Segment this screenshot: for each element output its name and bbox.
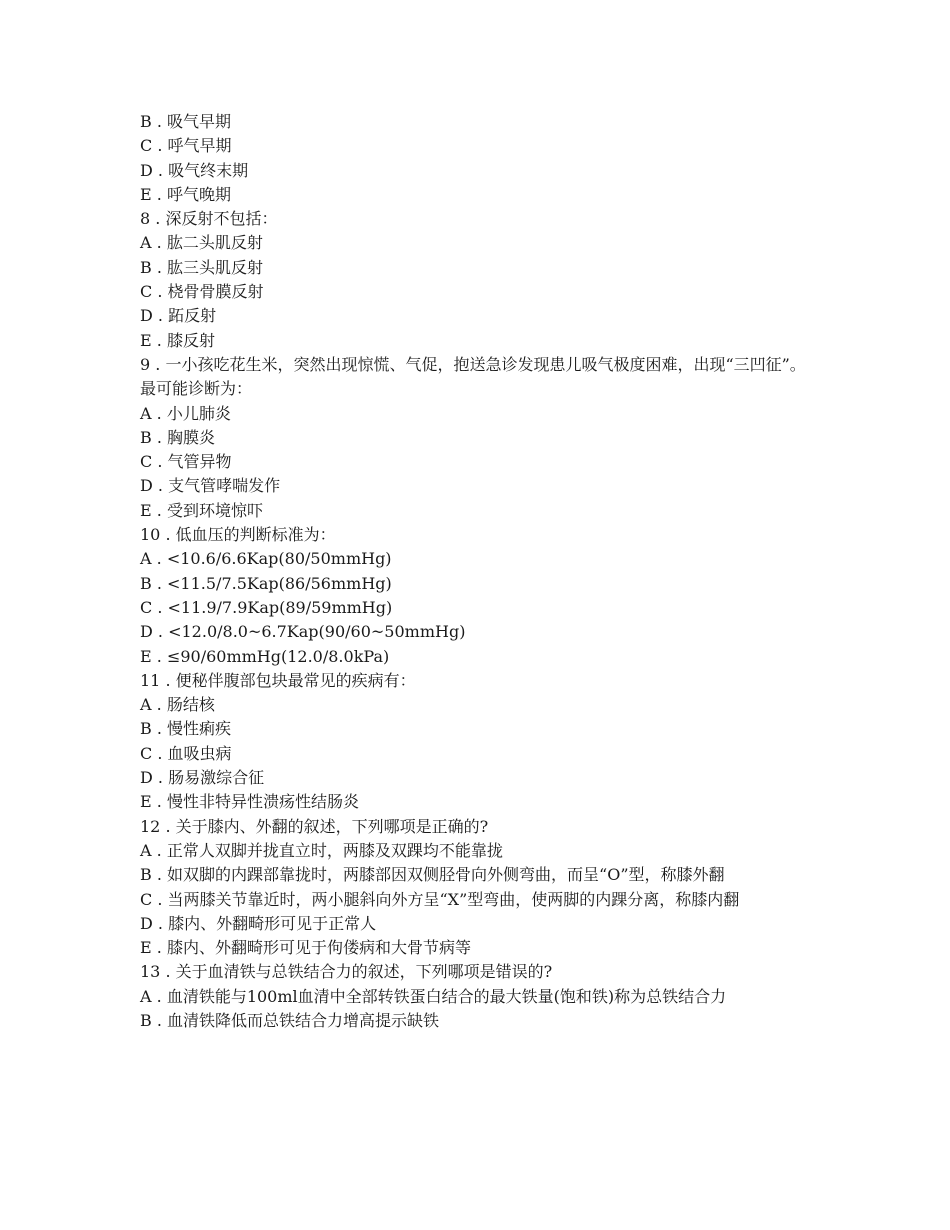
option-line: A . 小儿肺炎 xyxy=(140,403,231,423)
option-line: E . 慢性非特异性溃疡性结肠炎 xyxy=(140,792,359,812)
question-line: 9 . 一小孩吃花生米，突然出现惊慌、气促，抱送急诊发现患儿吸气极度困难，出现“三凹征”。最可能诊断为： xyxy=(140,354,806,399)
option-line: B . 血清铁降低而总铁结合力增高提示缺铁 xyxy=(140,1010,440,1030)
option-line: B . 肱三头肌反射 xyxy=(140,257,264,277)
question-line: 11 . 便秘伴腹部包块最常见的疾病有： xyxy=(140,670,416,690)
option-line: B . 胸膜炎 xyxy=(140,427,216,447)
option-line: D . 跖反射 xyxy=(140,306,217,326)
option-line: C . 当两膝关节靠近时，两小腿斜向外方呈“X”型弯曲，使两脚的内踝分离，称膝内翻 xyxy=(140,889,740,909)
option-line: B . 慢性痢疾 xyxy=(140,719,232,739)
question-line: 12 . 关于膝内、外翻的叙述，下列哪项是正确的? xyxy=(140,816,489,836)
question-line: 13 . 关于血清铁与总铁结合力的叙述，下列哪项是错误的? xyxy=(140,962,553,982)
option-line: C . 血吸虫病 xyxy=(140,743,232,763)
option-line: A . <10.6/6.6Kap(80/50mmHg) xyxy=(140,549,392,569)
option-line: B . 如双脚的内踝部靠拢时，两膝部因双侧胫骨向外侧弯曲，而呈“O”型，称膝外翻 xyxy=(140,865,725,885)
option-line: E . ≤90/60mmHg(12.0/8.0kPa) xyxy=(140,646,390,666)
option-line: B . 吸气早期 xyxy=(140,112,232,131)
option-line: D . 吸气终末期 xyxy=(140,160,249,180)
option-line: C . <11.9/7.9Kap(89/59mmHg) xyxy=(140,597,393,617)
option-line: A . 正常人双脚并拢直立时，两膝及双踝均不能靠拢 xyxy=(140,840,503,860)
question-line: 8 . 深反射不包括： xyxy=(140,209,278,229)
option-line: C . 桡骨骨膜反射 xyxy=(140,282,264,302)
option-line: E . 膝反射 xyxy=(140,330,215,350)
option-line: A . 肱二头肌反射 xyxy=(140,233,263,253)
option-line: E . 膝内、外翻畸形可见于佝偻病和大骨节病等 xyxy=(140,938,471,958)
question-line: 10 . 低血压的判断标准为： xyxy=(140,525,336,545)
option-line: A . 肠结核 xyxy=(140,695,215,715)
option-line: E . 受到环境惊吓 xyxy=(140,500,263,520)
document-page xyxy=(140,110,820,1033)
option-line: B . <11.5/7.5Kap(86/56mmHg) xyxy=(140,573,392,593)
option-line: E . 呼气晚期 xyxy=(140,184,231,204)
option-line: D . 支气管哮喘发作 xyxy=(140,476,281,496)
option-line: C . 气管异物 xyxy=(140,452,232,472)
option-line: D . 膝内、外翻畸形可见于正常人 xyxy=(140,913,377,933)
option-line: C . 呼气早期 xyxy=(140,136,232,156)
option-line: D . 肠易激综合征 xyxy=(140,768,265,788)
option-line: A . 血清铁能与100ml血清中全部转铁蛋白结合的最大铁量(饱和铁)称为总铁结合力 xyxy=(140,986,727,1006)
option-line: D . <12.0/8.0~6.7Kap(90/60~50mmHg) xyxy=(140,622,466,642)
